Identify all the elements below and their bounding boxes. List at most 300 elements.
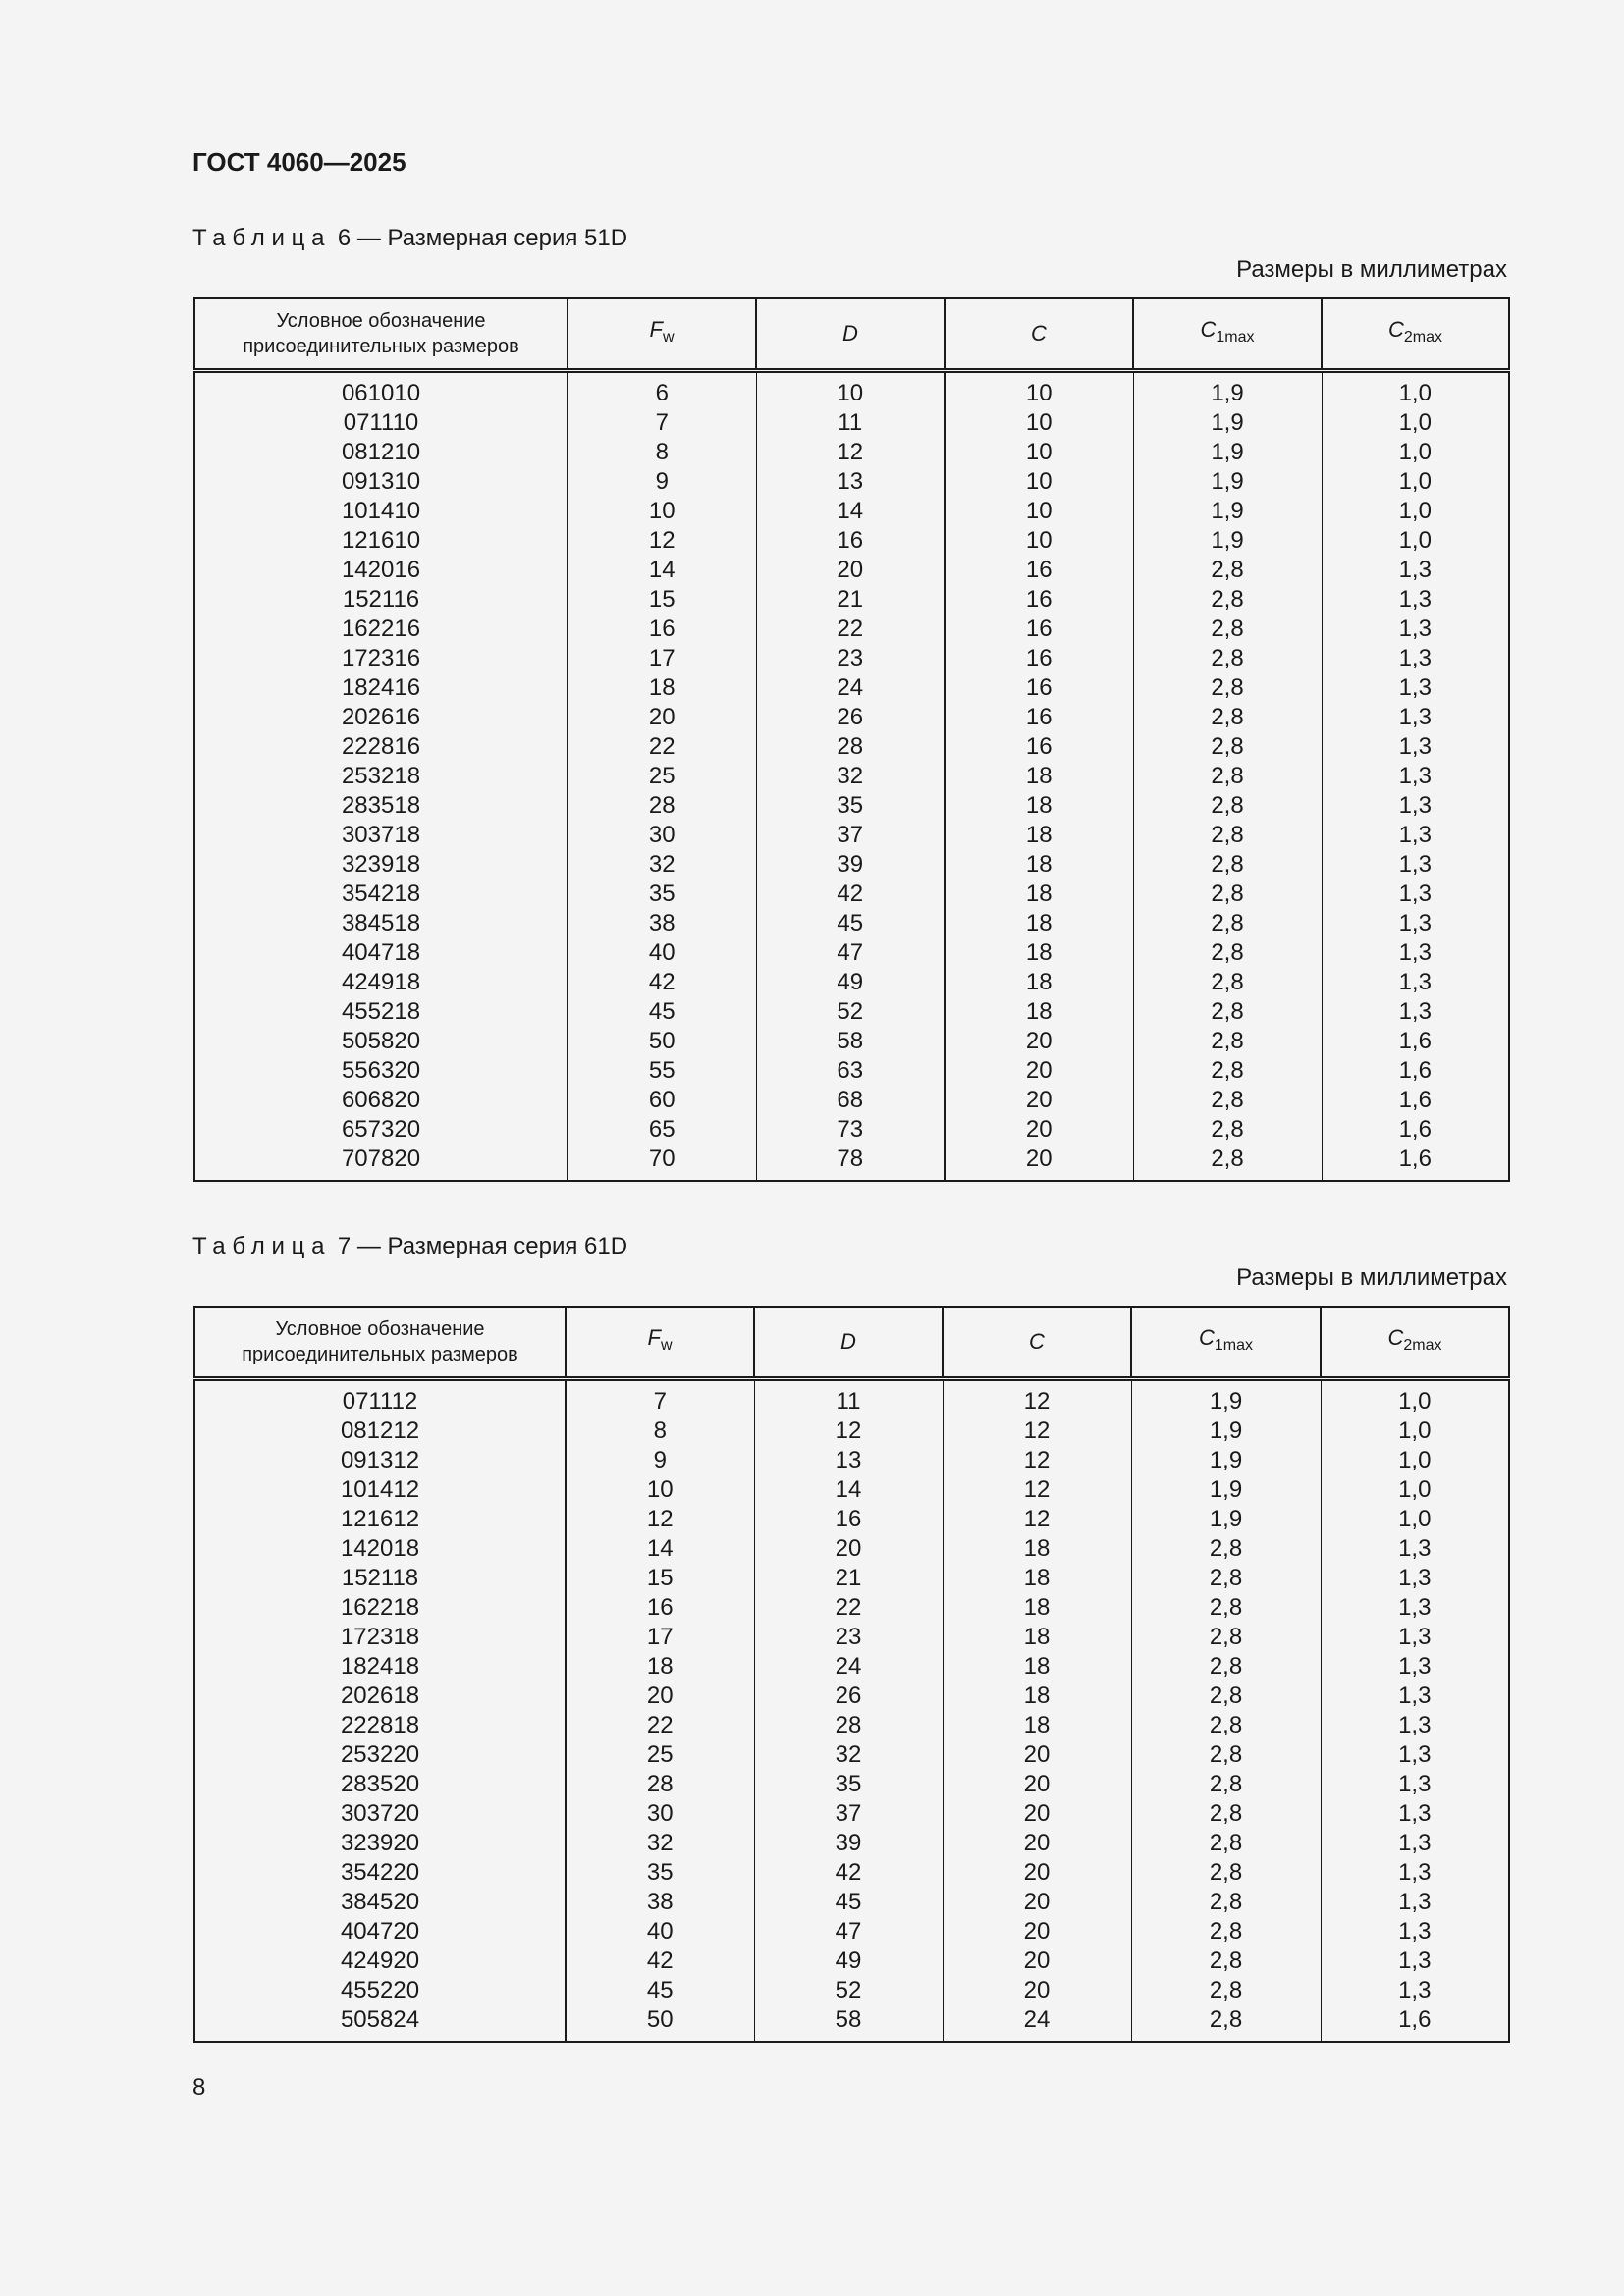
- header-d: D: [756, 298, 945, 371]
- cell-d: 11: [756, 408, 945, 438]
- cell-designation: 354218: [341, 881, 421, 907]
- cell-designation: 081210: [341, 439, 421, 465]
- cell-d: 16: [756, 526, 945, 556]
- cell-designation: 505824: [340, 2006, 420, 2033]
- cell-c1max: 2,8: [1131, 1593, 1321, 1623]
- table-row: [194, 1976, 1509, 2005]
- cell-fw: 17: [566, 1623, 754, 1652]
- table-row: [194, 1056, 1509, 1086]
- cell-d: 78: [756, 1145, 945, 1181]
- cell-designation: 182418: [340, 1653, 420, 1680]
- cell-c: 16: [945, 556, 1133, 585]
- cell-fw: 17: [568, 644, 756, 673]
- cell-d: 12: [756, 438, 945, 467]
- table-row: [194, 1858, 1509, 1888]
- cell-c2max: 1,3: [1321, 1858, 1509, 1888]
- cell-c: 18: [945, 821, 1133, 850]
- cell-c: 18: [943, 1564, 1131, 1593]
- cell-designation: 384520: [340, 1889, 420, 1915]
- table-row: [194, 821, 1509, 850]
- cell-c2max: 1,0: [1322, 371, 1509, 409]
- table-row: [194, 585, 1509, 614]
- cell-c2max: 1,6: [1322, 1027, 1509, 1056]
- cell-c2max: 1,3: [1322, 673, 1509, 703]
- cell-fw: 18: [568, 673, 756, 703]
- cell-c1max: 2,8: [1131, 1947, 1321, 1976]
- table-7-units-note: Размеры в миллиметрах: [1236, 1264, 1507, 1291]
- cell-fw: 28: [566, 1770, 754, 1799]
- cell-c2max: 1,0: [1322, 497, 1509, 526]
- cell-c: 20: [945, 1086, 1133, 1115]
- table-row: [194, 1652, 1509, 1682]
- table-row: [194, 1379, 1509, 1417]
- cell-c: 10: [945, 526, 1133, 556]
- cell-fw: 10: [568, 497, 756, 526]
- cell-d: 52: [756, 997, 945, 1027]
- cell-d: 32: [754, 1740, 943, 1770]
- cell-c: 16: [945, 614, 1133, 644]
- cell-designation: 707820: [341, 1146, 421, 1172]
- cell-c2max: 1,3: [1322, 556, 1509, 585]
- cell-designation: 202616: [341, 704, 421, 730]
- cell-c1max: 2,8: [1131, 1623, 1321, 1652]
- cell-c1max: 1,9: [1133, 467, 1322, 497]
- table-row: [194, 2005, 1509, 2042]
- cell-c: 20: [943, 1858, 1131, 1888]
- cell-fw: 32: [568, 850, 756, 880]
- cell-fw: 20: [566, 1682, 754, 1711]
- table-row: [194, 1947, 1509, 1976]
- cell-c: 10: [945, 408, 1133, 438]
- cell-c: 18: [943, 1593, 1131, 1623]
- cell-designation: 455218: [341, 998, 421, 1025]
- cell-c: 18: [943, 1711, 1131, 1740]
- cell-d: 22: [754, 1593, 943, 1623]
- cell-designation: 091310: [341, 468, 421, 495]
- cell-c: 10: [945, 371, 1133, 409]
- cell-fw: 45: [566, 1976, 754, 2005]
- cell-designation: 384518: [341, 910, 421, 936]
- cell-c: 18: [945, 791, 1133, 821]
- cell-designation: 303718: [341, 822, 421, 848]
- table-row: [194, 1711, 1509, 1740]
- cell-c: 18: [943, 1623, 1131, 1652]
- cell-d: 63: [756, 1056, 945, 1086]
- cell-fw: 7: [566, 1379, 754, 1417]
- cell-designation: 142016: [341, 557, 421, 583]
- cell-fw: 60: [568, 1086, 756, 1115]
- cell-c2max: 1,3: [1322, 644, 1509, 673]
- cell-c1max: 2,8: [1131, 1682, 1321, 1711]
- cell-designation: 222816: [341, 733, 421, 760]
- cell-c1max: 2,8: [1133, 732, 1322, 762]
- cell-c2max: 1,0: [1322, 408, 1509, 438]
- cell-fw: 6: [568, 371, 756, 409]
- cell-c: 20: [943, 1917, 1131, 1947]
- header-designation: Условное обозначение присоединительных размеров: [194, 1307, 566, 1379]
- cell-c: 18: [943, 1534, 1131, 1564]
- cell-c1max: 2,8: [1133, 880, 1322, 909]
- cell-c2max: 1,0: [1321, 1505, 1509, 1534]
- cell-fw: 14: [566, 1534, 754, 1564]
- cell-fw: 42: [566, 1947, 754, 1976]
- cell-c2max: 1,6: [1322, 1056, 1509, 1086]
- cell-designation: 121610: [341, 527, 421, 554]
- cell-fw: 30: [566, 1799, 754, 1829]
- cell-d: 21: [754, 1564, 943, 1593]
- table-row: [194, 438, 1509, 467]
- cell-d: 21: [756, 585, 945, 614]
- table-row: [194, 408, 1509, 438]
- table-row: [194, 1682, 1509, 1711]
- page-number: 8: [192, 2074, 206, 2101]
- cell-d: 52: [754, 1976, 943, 2005]
- cell-d: 24: [754, 1652, 943, 1682]
- cell-c: 18: [945, 968, 1133, 997]
- cell-d: 37: [754, 1799, 943, 1829]
- cell-c1max: 2,8: [1131, 1799, 1321, 1829]
- cell-fw: 70: [568, 1145, 756, 1181]
- header-fw: $F_w$: [566, 1307, 754, 1379]
- cell-designation: 606820: [341, 1087, 421, 1113]
- cell-c1max: 2,8: [1133, 644, 1322, 673]
- table-row: [194, 1027, 1509, 1056]
- cell-c1max: 2,8: [1133, 821, 1322, 850]
- cell-c2max: 1,3: [1322, 880, 1509, 909]
- cell-c: 18: [945, 850, 1133, 880]
- cell-c2max: 1,3: [1321, 1976, 1509, 2005]
- cell-c1max: 2,8: [1133, 585, 1322, 614]
- cell-designation: 121612: [340, 1506, 420, 1532]
- table-row: [194, 791, 1509, 821]
- cell-c1max: 2,8: [1131, 1534, 1321, 1564]
- cell-c1max: 2,8: [1131, 1917, 1321, 1947]
- cell-c1max: 1,9: [1133, 438, 1322, 467]
- cell-designation: 172316: [341, 645, 421, 671]
- table-row: [194, 1086, 1509, 1115]
- cell-d: 24: [756, 673, 945, 703]
- table-row: [194, 1888, 1509, 1917]
- cell-c2max: 1,3: [1322, 791, 1509, 821]
- cell-c1max: 2,8: [1133, 614, 1322, 644]
- cell-c1max: 2,8: [1131, 1740, 1321, 1770]
- cell-c1max: 2,8: [1133, 1115, 1322, 1145]
- table-row: [194, 732, 1509, 762]
- cell-c1max: 1,9: [1131, 1475, 1321, 1505]
- cell-c2max: 1,3: [1321, 1829, 1509, 1858]
- cell-designation: 354220: [340, 1859, 420, 1886]
- cell-designation: 101412: [340, 1476, 420, 1503]
- cell-c2max: 1,3: [1322, 762, 1509, 791]
- cell-fw: 16: [568, 614, 756, 644]
- table-6-caption-title: 6 — Размерная серия 51D: [337, 225, 628, 251]
- cell-c2max: 1,3: [1321, 1652, 1509, 1682]
- cell-c1max: 2,8: [1133, 762, 1322, 791]
- cell-c: 12: [943, 1379, 1131, 1417]
- table-row: [194, 1829, 1509, 1858]
- cell-fw: 65: [568, 1115, 756, 1145]
- table-row: [194, 556, 1509, 585]
- cell-d: 28: [754, 1711, 943, 1740]
- cell-c: 12: [943, 1446, 1131, 1475]
- cell-c2max: 1,0: [1321, 1379, 1509, 1417]
- cell-c1max: 1,9: [1131, 1505, 1321, 1534]
- cell-fw: 15: [568, 585, 756, 614]
- table-7-header-row: [194, 1307, 1509, 1379]
- table-row: [194, 1446, 1509, 1475]
- cell-fw: 45: [568, 997, 756, 1027]
- cell-c: 20: [943, 1888, 1131, 1917]
- cell-designation: 162216: [341, 615, 421, 642]
- cell-d: 20: [756, 556, 945, 585]
- cell-c2max: 1,3: [1322, 703, 1509, 732]
- cell-fw: 30: [568, 821, 756, 850]
- cell-c2max: 1,6: [1322, 1145, 1509, 1181]
- cell-d: 10: [756, 371, 945, 409]
- cell-fw: 18: [566, 1652, 754, 1682]
- cell-c1max: 2,8: [1131, 1652, 1321, 1682]
- table-row: [194, 371, 1509, 409]
- cell-fw: 55: [568, 1056, 756, 1086]
- cell-d: 13: [754, 1446, 943, 1475]
- cell-c: 20: [943, 1976, 1131, 2005]
- cell-d: 73: [756, 1115, 945, 1145]
- table-row: [194, 850, 1509, 880]
- cell-d: 45: [756, 909, 945, 938]
- cell-designation: 071110: [343, 409, 419, 436]
- cell-c1max: 2,8: [1133, 673, 1322, 703]
- cell-c: 18: [945, 909, 1133, 938]
- cell-c: 20: [943, 1770, 1131, 1799]
- table-row: [194, 1475, 1509, 1505]
- cell-fw: 38: [568, 909, 756, 938]
- cell-fw: 16: [566, 1593, 754, 1623]
- cell-d: 16: [754, 1505, 943, 1534]
- header-c2max: $C_{2max}$: [1321, 1307, 1509, 1379]
- cell-fw: 10: [566, 1475, 754, 1505]
- cell-c2max: 1,3: [1322, 850, 1509, 880]
- cell-designation: 404720: [340, 1918, 420, 1945]
- cell-c: 24: [943, 2005, 1131, 2042]
- cell-designation: 222818: [340, 1712, 420, 1738]
- cell-d: 58: [754, 2005, 943, 2042]
- cell-c1max: 2,8: [1131, 1858, 1321, 1888]
- cell-c: 16: [945, 732, 1133, 762]
- cell-designation: 424918: [341, 969, 421, 995]
- cell-c2max: 1,3: [1321, 1917, 1509, 1947]
- cell-c: 20: [943, 1829, 1131, 1858]
- cell-d: 28: [756, 732, 945, 762]
- cell-fw: 35: [566, 1858, 754, 1888]
- cell-c: 18: [945, 938, 1133, 968]
- table-row: [194, 1145, 1509, 1181]
- cell-c: 18: [945, 997, 1133, 1027]
- cell-c: 20: [945, 1027, 1133, 1056]
- cell-c: 18: [945, 880, 1133, 909]
- table-row: [194, 968, 1509, 997]
- cell-designation: 101410: [341, 498, 421, 524]
- cell-d: 23: [756, 644, 945, 673]
- cell-c2max: 1,3: [1322, 821, 1509, 850]
- cell-c1max: 2,8: [1131, 1770, 1321, 1799]
- cell-c1max: 1,9: [1133, 408, 1322, 438]
- cell-fw: 40: [568, 938, 756, 968]
- table-row: [194, 1799, 1509, 1829]
- table-row: [194, 1115, 1509, 1145]
- table-row: [194, 644, 1509, 673]
- table-row: [194, 909, 1509, 938]
- cell-designation: 323918: [341, 851, 421, 878]
- cell-c: 10: [945, 467, 1133, 497]
- cell-fw: 8: [568, 438, 756, 467]
- cell-c1max: 2,8: [1133, 1056, 1322, 1086]
- cell-c: 18: [943, 1682, 1131, 1711]
- cell-c2max: 1,0: [1322, 467, 1509, 497]
- cell-d: 13: [756, 467, 945, 497]
- cell-c2max: 1,3: [1321, 1593, 1509, 1623]
- cell-d: 37: [756, 821, 945, 850]
- cell-d: 20: [754, 1534, 943, 1564]
- cell-c1max: 2,8: [1133, 556, 1322, 585]
- cell-designation: 091312: [340, 1447, 420, 1473]
- cell-c2max: 1,3: [1322, 997, 1509, 1027]
- header-c2max: $C_{2max}$: [1322, 298, 1509, 371]
- cell-c1max: 2,8: [1133, 1145, 1322, 1181]
- cell-designation: 323920: [340, 1830, 420, 1856]
- cell-c2max: 1,3: [1321, 1564, 1509, 1593]
- cell-designation: 172318: [340, 1624, 420, 1650]
- cell-designation: 142018: [340, 1535, 420, 1562]
- cell-d: 45: [754, 1888, 943, 1917]
- cell-c1max: 2,8: [1131, 1564, 1321, 1593]
- table-row: [194, 614, 1509, 644]
- cell-c1max: 2,8: [1133, 968, 1322, 997]
- cell-fw: 9: [568, 467, 756, 497]
- cell-d: 23: [754, 1623, 943, 1652]
- cell-d: 14: [754, 1475, 943, 1505]
- cell-c1max: 2,8: [1133, 1027, 1322, 1056]
- cell-c: 20: [943, 1740, 1131, 1770]
- cell-designation: 253220: [340, 1741, 420, 1768]
- cell-designation: 081212: [340, 1417, 420, 1444]
- cell-c: 20: [945, 1115, 1133, 1145]
- cell-designation: 505820: [341, 1028, 421, 1054]
- table-7-caption: [192, 1233, 627, 1260]
- cell-fw: 35: [568, 880, 756, 909]
- cell-d: 35: [754, 1770, 943, 1799]
- cell-c1max: 2,8: [1131, 2005, 1321, 2042]
- cell-c: 16: [945, 644, 1133, 673]
- cell-designation: 202618: [340, 1682, 420, 1709]
- cell-c2max: 1,0: [1322, 526, 1509, 556]
- cell-fw: 42: [568, 968, 756, 997]
- cell-c: 18: [943, 1652, 1131, 1682]
- cell-c: 20: [943, 1799, 1131, 1829]
- cell-c2max: 1,3: [1321, 1770, 1509, 1799]
- cell-c1max: 2,8: [1131, 1976, 1321, 2005]
- table-row: [194, 762, 1509, 791]
- cell-designation: 061010: [341, 380, 421, 406]
- cell-c2max: 1,3: [1321, 1799, 1509, 1829]
- table-row: [194, 1534, 1509, 1564]
- table-6-caption-word: Таблица: [192, 225, 332, 251]
- cell-d: 12: [754, 1416, 943, 1446]
- table-row: [194, 703, 1509, 732]
- cell-c1max: 2,8: [1131, 1829, 1321, 1858]
- header-fw: $F_w$: [568, 298, 756, 371]
- cell-c1max: 1,9: [1131, 1379, 1321, 1417]
- table-6: [193, 297, 1510, 1182]
- cell-d: 26: [754, 1682, 943, 1711]
- cell-designation: 162218: [340, 1594, 420, 1621]
- table-row: [194, 1623, 1509, 1652]
- cell-fw: 28: [568, 791, 756, 821]
- cell-c2max: 1,3: [1322, 585, 1509, 614]
- cell-fw: 40: [566, 1917, 754, 1947]
- cell-d: 39: [754, 1829, 943, 1858]
- cell-c: 12: [943, 1416, 1131, 1446]
- cell-c: 12: [943, 1475, 1131, 1505]
- cell-c1max: 1,9: [1131, 1446, 1321, 1475]
- cell-fw: 50: [568, 1027, 756, 1056]
- cell-c1max: 1,9: [1133, 497, 1322, 526]
- table-row: [194, 1917, 1509, 1947]
- cell-c2max: 1,3: [1321, 1888, 1509, 1917]
- cell-d: 42: [754, 1858, 943, 1888]
- cell-c1max: 2,8: [1133, 1086, 1322, 1115]
- cell-c: 16: [945, 585, 1133, 614]
- cell-fw: 22: [566, 1711, 754, 1740]
- cell-d: 68: [756, 1086, 945, 1115]
- cell-c2max: 1,3: [1322, 732, 1509, 762]
- header-c1max: $C_{1max}$: [1133, 298, 1322, 371]
- cell-designation: 303720: [340, 1800, 420, 1827]
- cell-fw: 32: [566, 1829, 754, 1858]
- table-row: [194, 526, 1509, 556]
- cell-d: 26: [756, 703, 945, 732]
- cell-c1max: 2,8: [1131, 1888, 1321, 1917]
- cell-fw: 15: [566, 1564, 754, 1593]
- cell-d: 47: [756, 938, 945, 968]
- cell-c2max: 1,3: [1322, 614, 1509, 644]
- cell-c2max: 1,3: [1322, 938, 1509, 968]
- cell-c2max: 1,0: [1322, 438, 1509, 467]
- cell-c: 16: [945, 703, 1133, 732]
- table-row: [194, 1416, 1509, 1446]
- table-row: [194, 1770, 1509, 1799]
- cell-c2max: 1,3: [1322, 909, 1509, 938]
- table-7: [193, 1306, 1510, 2043]
- cell-c: 10: [945, 497, 1133, 526]
- cell-designation: 152118: [341, 1565, 419, 1591]
- header-designation: Условное обозначение присоединительных размеров: [194, 298, 568, 371]
- cell-c2max: 1,3: [1321, 1711, 1509, 1740]
- cell-designation: 253218: [341, 763, 421, 789]
- table-row: [194, 997, 1509, 1027]
- cell-c: 20: [943, 1947, 1131, 1976]
- cell-designation: 424920: [340, 1948, 420, 1974]
- cell-fw: 14: [568, 556, 756, 585]
- table-row: [194, 1593, 1509, 1623]
- table-6-caption: [192, 225, 627, 252]
- header-c: C: [943, 1307, 1131, 1379]
- cell-c: 18: [945, 762, 1133, 791]
- cell-c2max: 1,3: [1321, 1947, 1509, 1976]
- cell-c2max: 1,3: [1322, 968, 1509, 997]
- cell-fw: 12: [568, 526, 756, 556]
- table-row: [194, 1505, 1509, 1534]
- cell-designation: 283518: [341, 792, 421, 819]
